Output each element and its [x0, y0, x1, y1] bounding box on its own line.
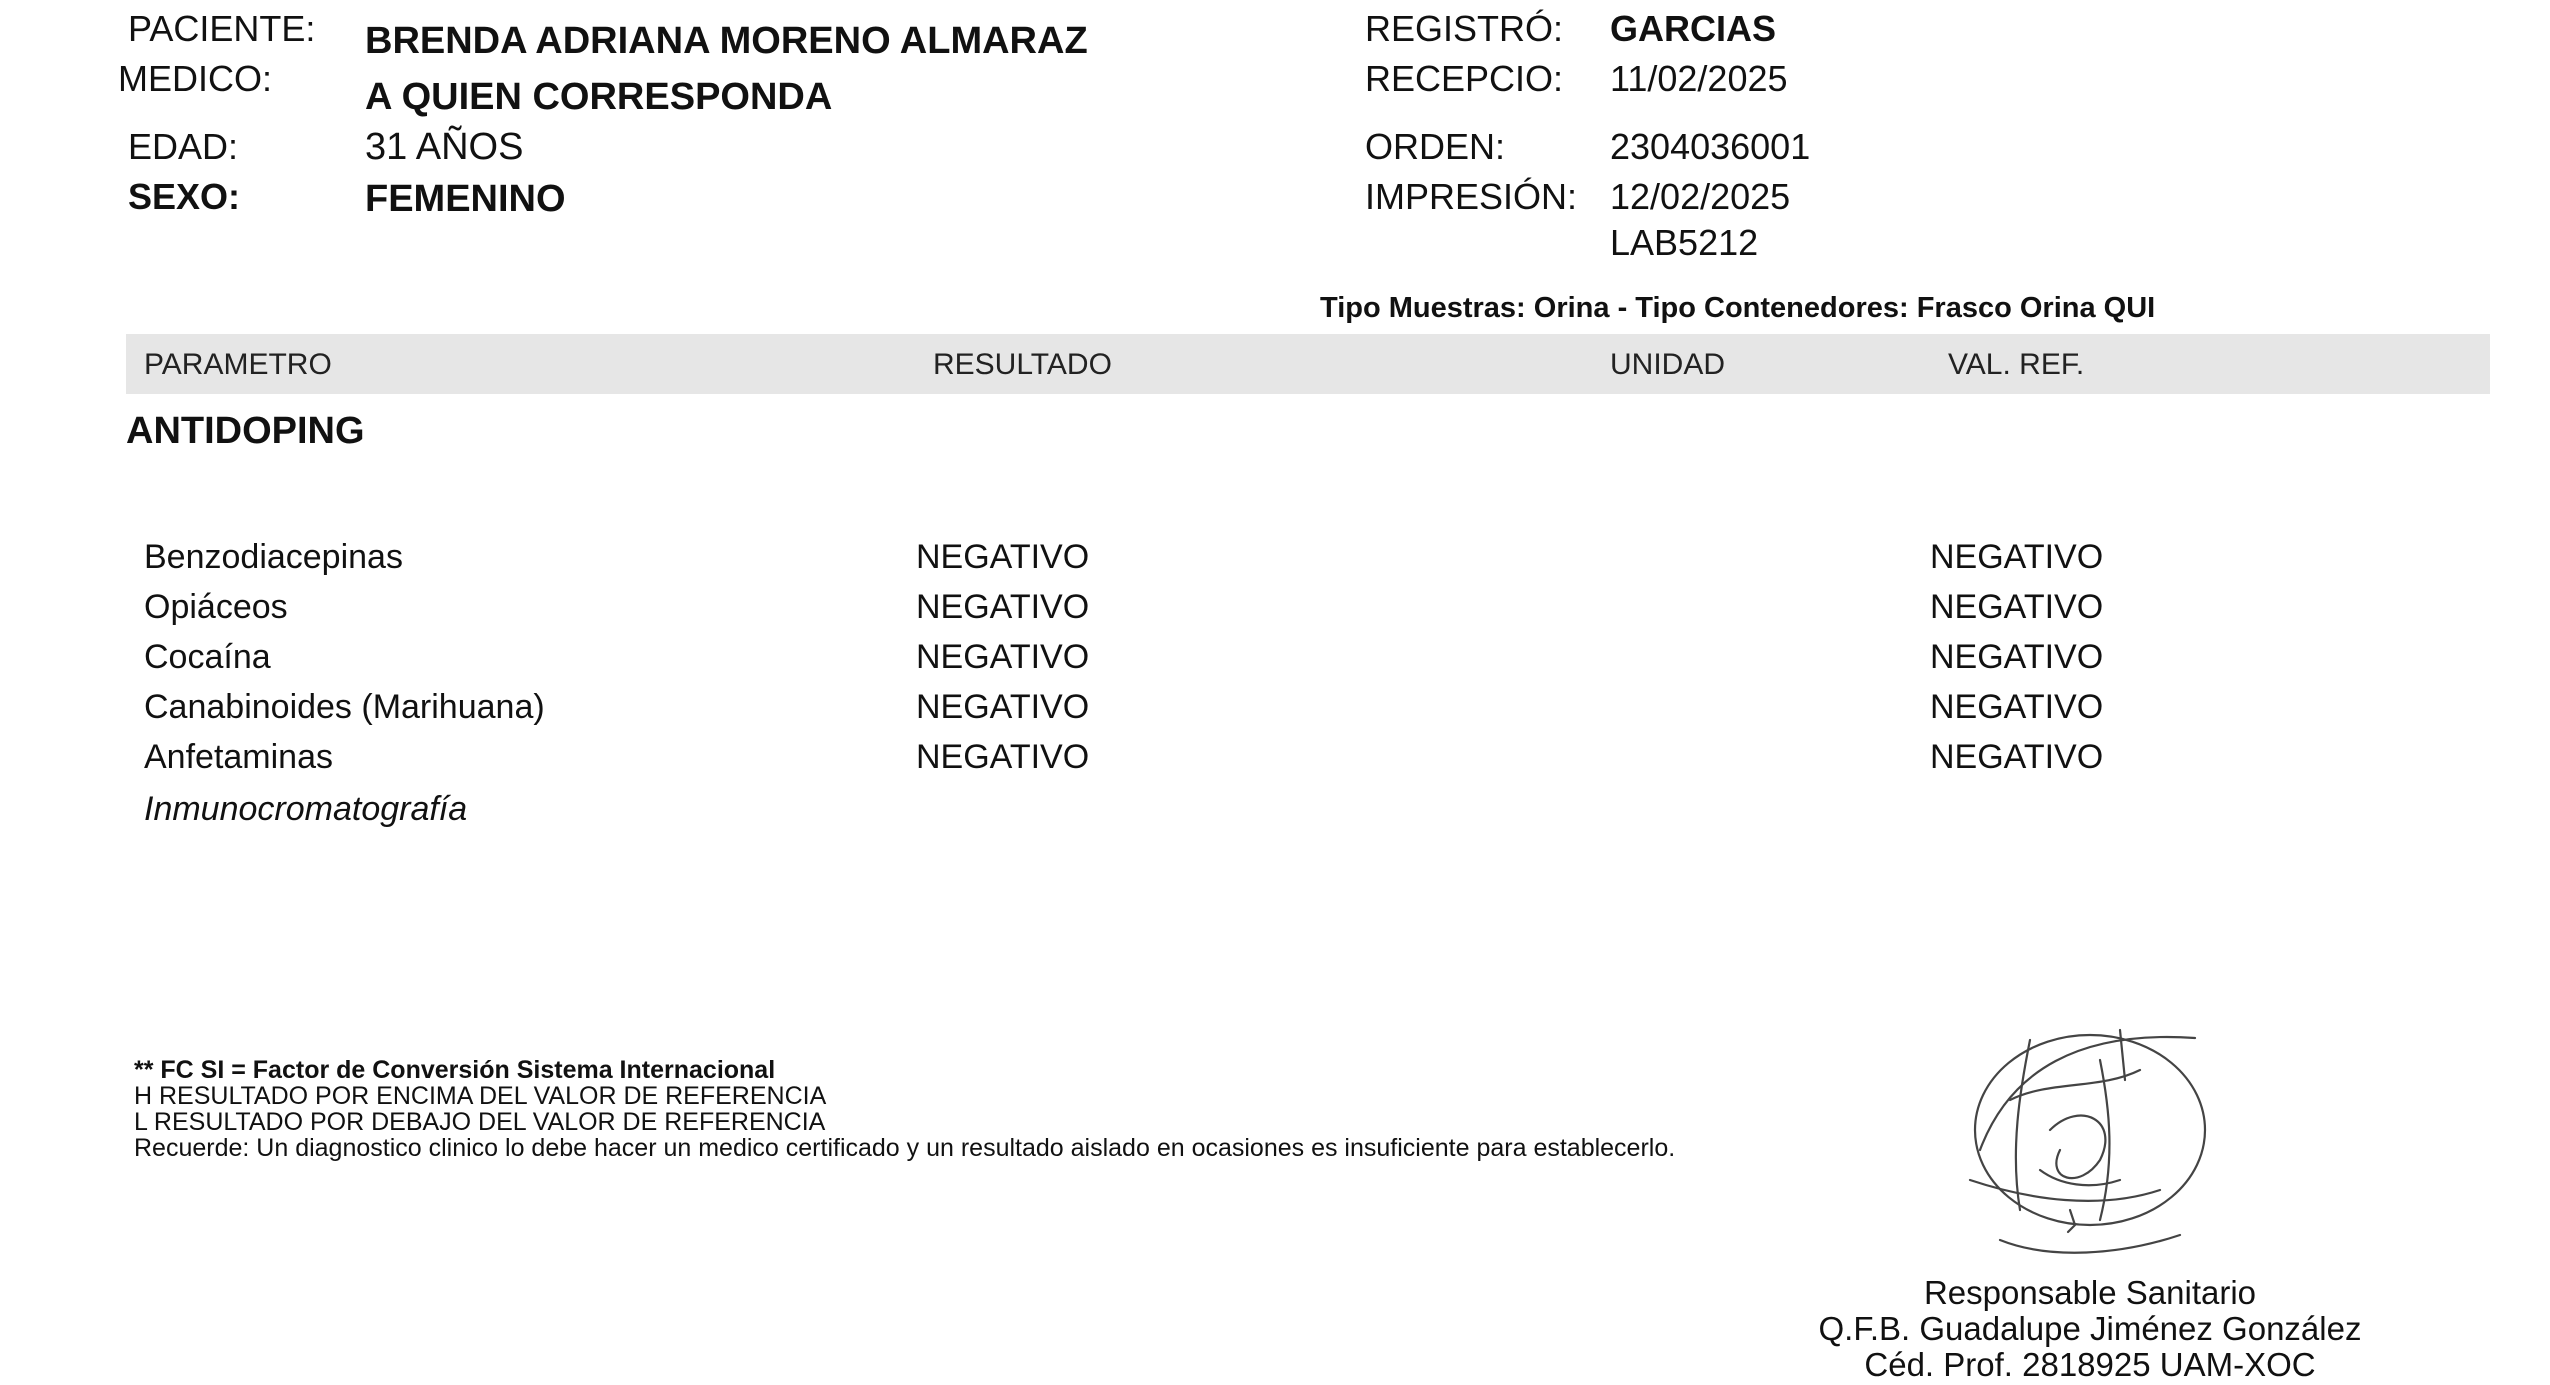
- sexo-value: FEMENINO: [365, 178, 566, 220]
- note-h: H RESULTADO POR ENCIMA DEL VALOR DE REFERENCIA: [134, 1082, 827, 1110]
- table-row-ref: NEGATIVO: [1930, 588, 2104, 626]
- orden-label: ORDEN:: [1365, 126, 1506, 167]
- column-val-ref: VAL. REF.: [1948, 348, 2085, 381]
- column-parametro: PARAMETRO: [144, 348, 332, 381]
- recepcion-label: RECEPCIO:: [1365, 58, 1564, 99]
- signature-image: [1950, 1010, 2250, 1270]
- recepcion-value: 11/02/2025: [1610, 58, 1788, 99]
- edad-value: 31 AÑOS: [365, 126, 524, 168]
- table-row-param: Canabinoides (Marihuana): [144, 688, 545, 726]
- impresion-label: IMPRESIÓN:: [1365, 176, 1578, 217]
- table-row-ref: NEGATIVO: [1930, 638, 2104, 676]
- table-row-param: Opiáceos: [144, 588, 288, 626]
- table-header: [126, 334, 2490, 394]
- paciente-label: PACIENTE:: [128, 8, 316, 49]
- table-row-ref: NEGATIVO: [1930, 538, 2104, 576]
- table-row-param: Anfetaminas: [144, 738, 333, 776]
- table-row-ref: NEGATIVO: [1930, 738, 2104, 776]
- signature-block: [1800, 1275, 2380, 1383]
- table-row-param: Cocaína: [144, 638, 271, 676]
- sample-info: Tipo Muestras: Orina - Tipo Contenedores: Frasco Orina QUI: [1320, 292, 2156, 324]
- signature-name: Q.F.B. Guadalupe Jiménez González: [1818, 1310, 2362, 1347]
- signature-license: Céd. Prof. 2818925 UAM-XOC: [1864, 1346, 2316, 1383]
- medico-label: MEDICO:: [118, 58, 273, 99]
- registro-label: REGISTRÓ:: [1365, 8, 1564, 49]
- paciente-value: BRENDA ADRIANA MORENO ALMARAZ: [365, 20, 1088, 62]
- note-l: L RESULTADO POR DEBAJO DEL VALOR DE REFERENCIA: [134, 1108, 826, 1136]
- impresion-value: 12/02/2025: [1610, 176, 1791, 217]
- table-row-result: NEGATIVO: [916, 688, 1090, 726]
- table-row-result: NEGATIVO: [916, 738, 1090, 776]
- medico-value: A QUIEN CORRESPONDA: [365, 76, 833, 118]
- sexo-label: SEXO:: [128, 176, 241, 217]
- registro-value: GARCIAS: [1610, 8, 1777, 49]
- table-row-result: NEGATIVO: [916, 538, 1090, 576]
- method-note: Inmunocromatografía: [144, 790, 468, 828]
- section-title: ANTIDOPING: [126, 410, 365, 452]
- lab-code: LAB5212: [1610, 222, 1759, 263]
- edad-label: EDAD:: [128, 126, 239, 167]
- note-recuerde: Recuerde: Un diagnostico clinico lo debe hacer un medico certificado y un resultado aislado en ocasiones es insuficiente para establecerlo.: [134, 1134, 1676, 1162]
- table-row-ref: NEGATIVO: [1930, 688, 2104, 726]
- table-row-param: Benzodiacepinas: [144, 538, 403, 576]
- table-row-result: NEGATIVO: [916, 638, 1090, 676]
- column-resultado: RESULTADO: [933, 348, 1112, 381]
- column-unidad: UNIDAD: [1610, 348, 1726, 381]
- orden-value: 2304036001: [1610, 126, 1811, 167]
- signature-role: Responsable Sanitario: [1923, 1274, 2257, 1311]
- table-row-result: NEGATIVO: [916, 588, 1090, 626]
- note-fc-si: ** FC SI = Factor de Conversión Sistema Internacional: [134, 1056, 776, 1084]
